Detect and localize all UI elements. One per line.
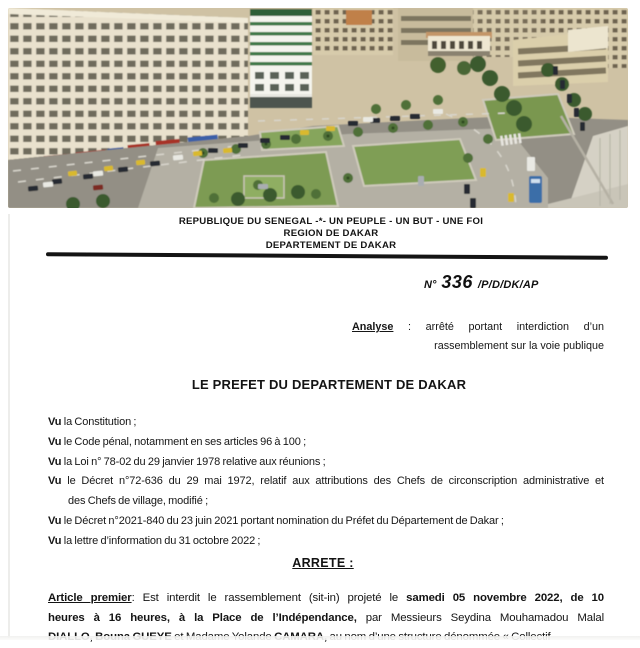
center-low-building	[426, 32, 492, 56]
analyse-line-2: rassemblement sur la voie publique	[434, 340, 604, 352]
doc-number	[424, 272, 539, 293]
visa-line: Vu la Constitution ;	[48, 416, 137, 428]
region-line: REGION DE DAKAR	[283, 228, 379, 239]
article-line: heures à 16 heures, à la Place de l’Indépendance, par Messieurs Seydina Mouhamadou Malal	[48, 611, 604, 624]
republic-motto-line: REPUBLIQUE DU SENEGAL -*- UN PEUPLE - UN BUT - UNE FOI	[178, 216, 484, 227]
analyse-block	[352, 318, 604, 356]
prefet-title: LE PREFET DU DEPARTEMENT DE DAKAR	[191, 377, 467, 392]
scan-left-edge	[8, 214, 10, 638]
header-rule	[46, 252, 608, 259]
aerial-photo-scene	[8, 8, 628, 208]
letterhead	[0, 216, 640, 252]
doc-number-prefix: N°	[424, 279, 437, 291]
blue-bus	[529, 176, 542, 203]
green-striped-building	[250, 9, 312, 108]
doc-number-value: 336	[441, 272, 473, 292]
analyse-line-1: Analyse : arrêté portant interdiction d’un	[352, 321, 604, 333]
visa-line: Vu le Code pénal, notamment en ses articles 96 à 100 ;	[48, 435, 307, 448]
aerial-photo	[8, 8, 628, 208]
analyse-label: Analyse	[352, 321, 394, 333]
visa-line: Vu la lettre d’information du 31 octobre 2022 ;	[48, 534, 261, 547]
article-label: Article premier	[48, 592, 132, 604]
visa-line-continuation: des Chefs de village, modifié ;	[68, 495, 209, 508]
arrete-heading: ARRETE :	[292, 556, 354, 570]
scan-bottom-edge	[0, 636, 640, 640]
doc-number-code: /P/D/DK/AP	[477, 279, 539, 291]
visa-line: Vu le Décret n°2021-840 du 23 juin 2021 portant nomination du Préfet du Département de Dakar ;	[48, 514, 504, 527]
visa-line: Vu la Loi n° 78-02 du 29 janvier 1978 relative aux réunions ;	[48, 455, 326, 468]
visa-line: Vu le Décret n°72-636 du 29 mai 1972, relatif aux attributions des Chefs de circonscription administrative et	[48, 475, 604, 488]
article-line: Article premier: Est interdit le rassemblement (sit-in) projeté le samedi 05 novembre 2022, de 10	[48, 592, 604, 604]
department-line: DEPARTEMENT DE DAKAR	[265, 240, 397, 251]
visas-list	[48, 413, 604, 552]
